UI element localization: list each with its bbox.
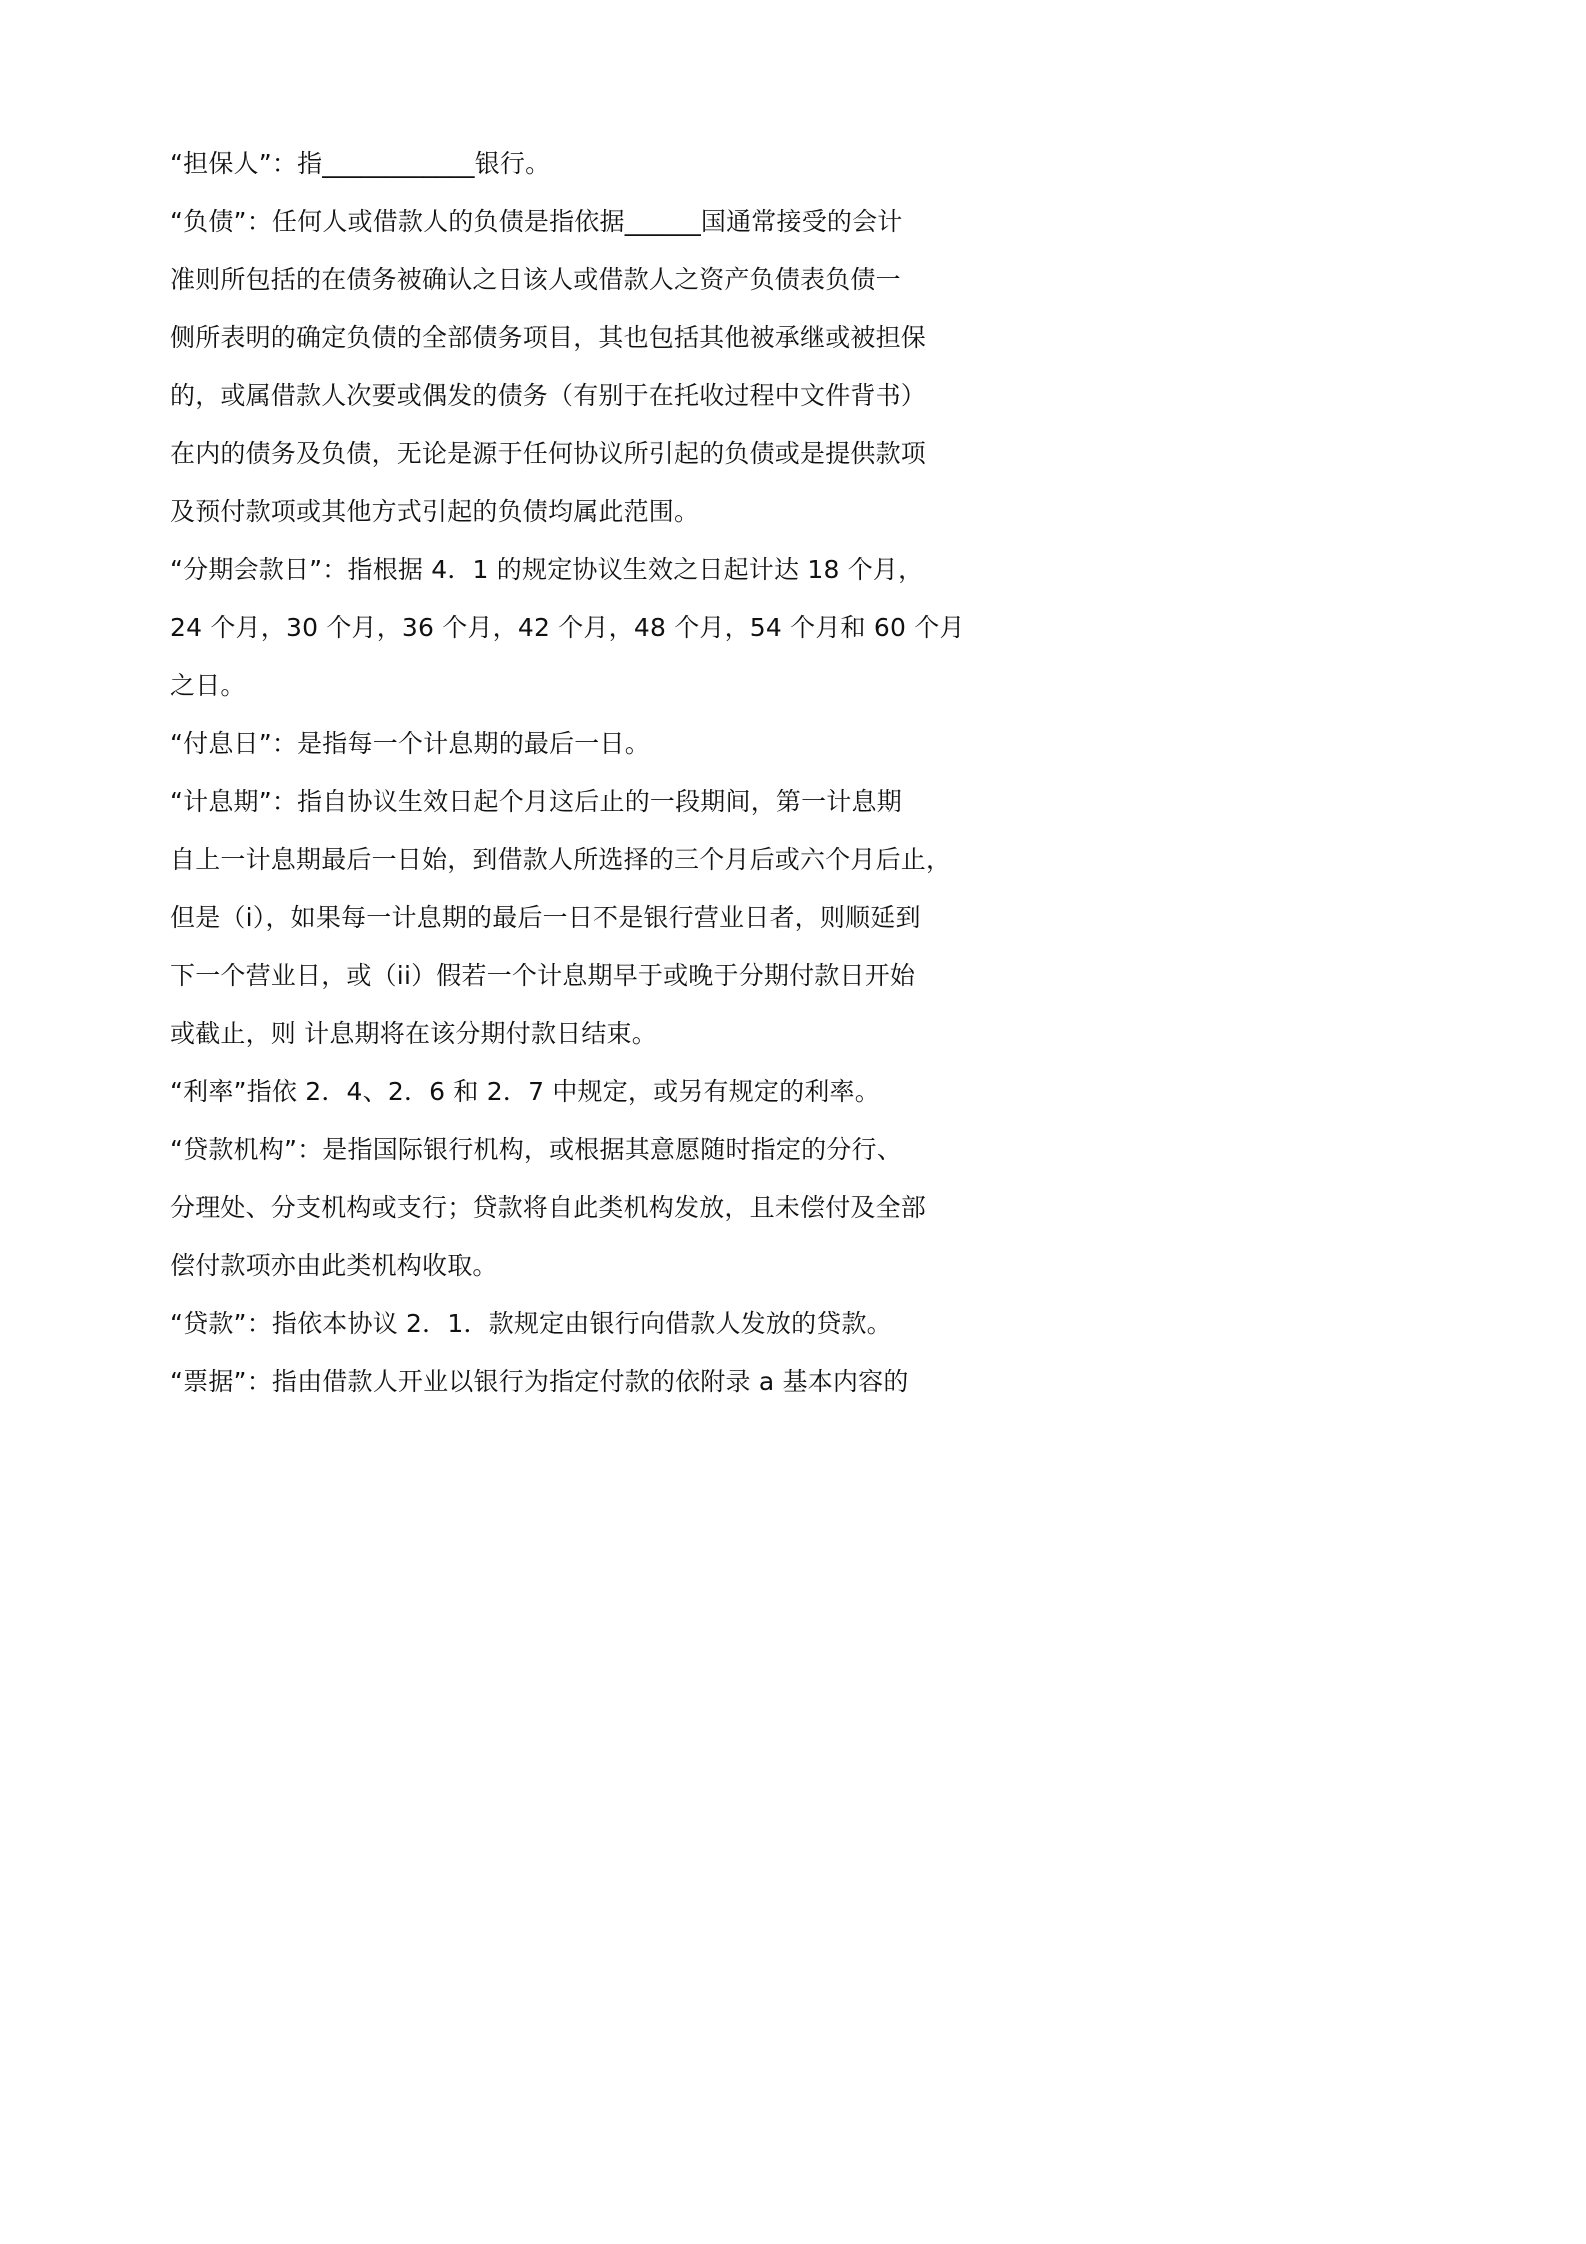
text-line: 下一个营业日，或（ii）假若一个计息期早于或晚于分期付款日开始 xyxy=(170,961,916,990)
text-line: 偿付款项亦由此类机构收取。 xyxy=(170,1251,498,1280)
text-line: 之日。 xyxy=(170,671,246,700)
text-line: “利率”指依 2．4、2．6 和 2．7 中规定，或另有规定的利率。 xyxy=(170,1077,880,1106)
text-line: 24 个月，30 个月，36 个月，42 个月，48 个月，54 个月和 60 个月 xyxy=(170,613,965,642)
text-line: 自上一计息期最后一日始，到借款人所选择的三个月后或六个月后止， xyxy=(170,845,952,874)
text-line: 在内的债务及负债，无论是源于任何协议所引起的负债或是提供款项 xyxy=(170,439,927,468)
text-line: 准则所包括的在债务被确认之日该人或借款人之资产负债表负债一 xyxy=(170,265,901,294)
text-line: “票据”：指由借款人开业以银行为指定付款的依附录 a 基本内容的 xyxy=(170,1367,909,1396)
text-line: “担保人”：指____________银行。 xyxy=(170,149,551,178)
text-line: “分期会款日”：指根据 4．1 的规定协议生效之日起计达 18 个月， xyxy=(170,555,924,584)
text-line: “计息期”：指自协议生效日起个月这后止的一段期间，第一计息期 xyxy=(170,787,902,816)
text-line: 或截止，则 计息期将在该分期付款日结束。 xyxy=(170,1019,657,1048)
text-line: 分理处、分支机构或支行；贷款将自此类机构发放，且未偿付及全部 xyxy=(170,1193,927,1222)
text-line: “负债”：任何人或借款人的负债是指依据______国通常接受的会计 xyxy=(170,207,903,236)
text-line: 的，或属借款人次要或偶发的债务（有别于在托收过程中文件背书） xyxy=(170,381,927,410)
text-line: 及预付款项或其他方式引起的负债均属此范围。 xyxy=(170,497,700,526)
text-line: 但是（i），如果每一计息期的最后一日不是银行营业日者，则顺延到 xyxy=(170,903,921,932)
text-line: “贷款”：指依本协议 2．1．款规定由银行向借款人发放的贷款。 xyxy=(170,1309,892,1338)
document-body xyxy=(170,135,970,1411)
text-line: “付息日”：是指每一个计息期的最后一日。 xyxy=(170,729,650,758)
text-line: “贷款机构”：是指国际银行机构，或根据其意愿随时指定的分行、 xyxy=(170,1135,902,1164)
document-page xyxy=(0,0,1103,1560)
text-line: 侧所表明的确定负债的全部债务项目，其也包括其他被承继或被担保 xyxy=(170,323,927,352)
